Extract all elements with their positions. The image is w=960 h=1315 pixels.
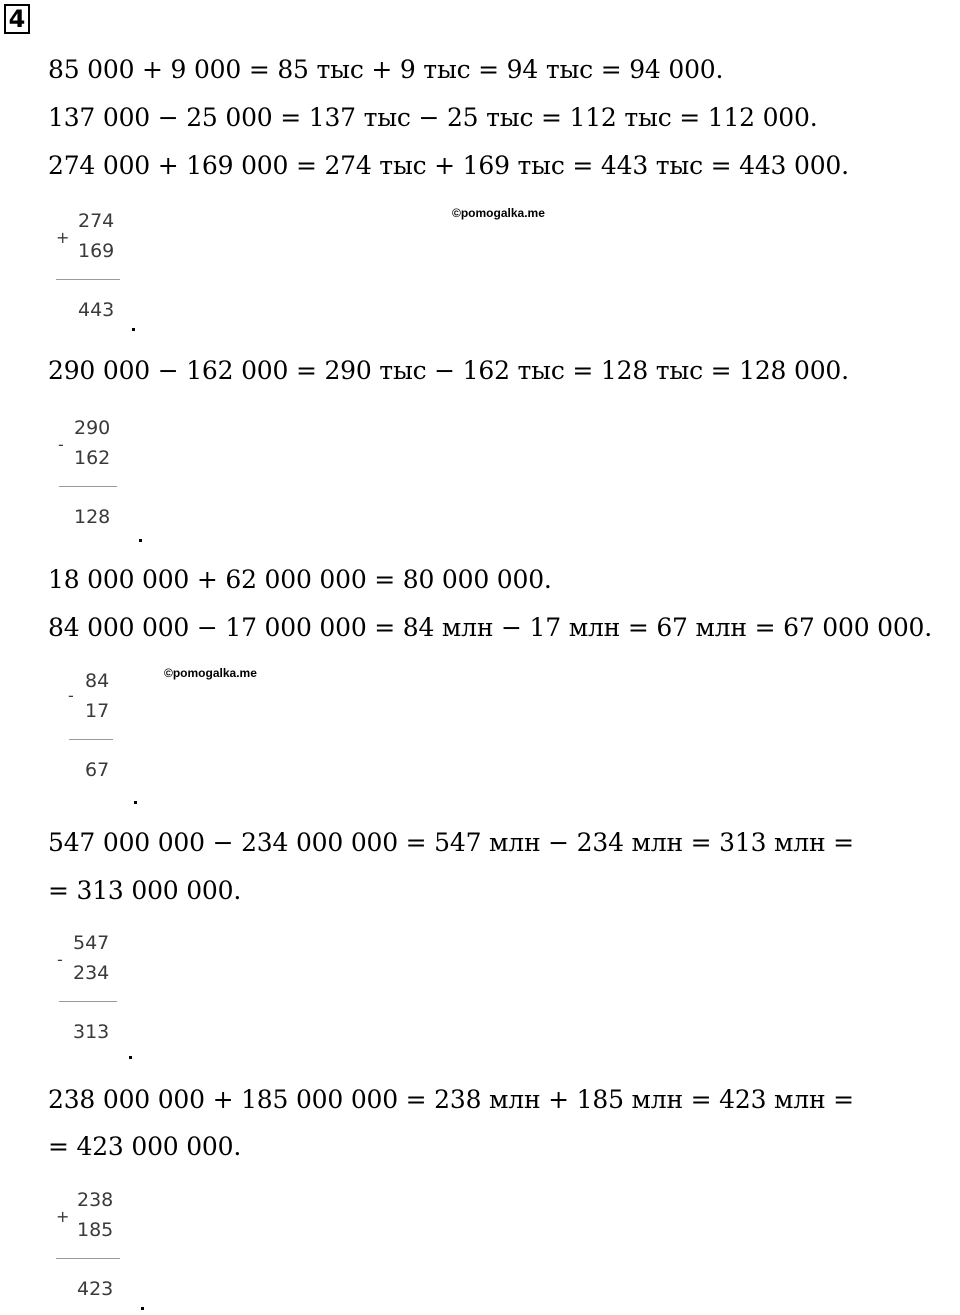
watermark: ©pomogalka.me (164, 666, 257, 680)
column-subtraction (55, 930, 145, 1065)
period-dot (132, 328, 135, 331)
column-subtraction (66, 668, 146, 808)
equation-line: 274 000 + 169 000 = 274 тыс + 169 тыс = 443 тыс = 443 000. (48, 151, 849, 180)
column-operand-bottom: 234 (73, 962, 110, 984)
column-underline (59, 486, 117, 487)
period-dot (141, 1307, 144, 1310)
equation-line: 547 000 000 − 234 000 000 = 547 млн − 234 млн = 313 млн = (48, 828, 854, 857)
column-result: 443 (78, 299, 115, 321)
column-operand-top: 84 (85, 670, 110, 692)
equation-line: 290 000 − 162 000 = 290 тыс − 162 тыс = 128 тыс = 128 000. (48, 356, 849, 385)
equation-line: 85 000 + 9 000 = 85 тыс + 9 тыс = 94 тыс = 94 000. (48, 55, 724, 84)
column-operand-top: 274 (78, 210, 115, 232)
operator-sign: + (56, 1207, 70, 1226)
equation-line: 18 000 000 + 62 000 000 = 80 000 000. (48, 565, 552, 594)
equation-line: 137 000 − 25 000 = 137 тыс − 25 тыс = 112 тыс = 112 000. (48, 103, 818, 132)
operator-sign: - (57, 950, 63, 969)
column-operand-bottom: 17 (85, 700, 110, 722)
column-result: 128 (74, 506, 111, 528)
column-operand-top: 547 (73, 932, 110, 954)
equation-line: 84 000 000 − 17 000 000 = 84 млн − 17 млн = 67 млн = 67 000 000. (48, 613, 933, 642)
column-operand-bottom: 185 (77, 1219, 114, 1241)
column-underline (56, 1258, 120, 1259)
column-operand-top: 238 (77, 1189, 114, 1211)
equation-line: 238 000 000 + 185 000 000 = 238 млн + 185 млн = 423 млн = (48, 1085, 854, 1114)
column-subtraction (56, 415, 146, 540)
operator-sign: + (56, 228, 70, 247)
column-underline (59, 1001, 117, 1002)
equation-line: = 423 000 000. (48, 1132, 242, 1161)
column-operand-bottom: 169 (78, 240, 115, 262)
task-number-badge: 4 (4, 4, 30, 34)
column-underline (69, 739, 113, 740)
column-operand-bottom: 162 (74, 447, 111, 469)
column-addition (52, 1187, 152, 1311)
period-dot (129, 1056, 132, 1059)
column-result: 423 (77, 1278, 114, 1300)
watermark: ©pomogalka.me (452, 206, 545, 220)
column-addition (52, 208, 132, 328)
period-dot (134, 801, 137, 804)
column-result: 67 (85, 759, 110, 781)
period-dot (139, 539, 142, 542)
column-underline (56, 279, 120, 280)
equation-line: = 313 000 000. (48, 876, 242, 905)
operator-sign: - (58, 435, 64, 454)
column-result: 313 (73, 1021, 110, 1043)
column-operand-top: 290 (74, 417, 111, 439)
operator-sign: - (68, 686, 74, 705)
